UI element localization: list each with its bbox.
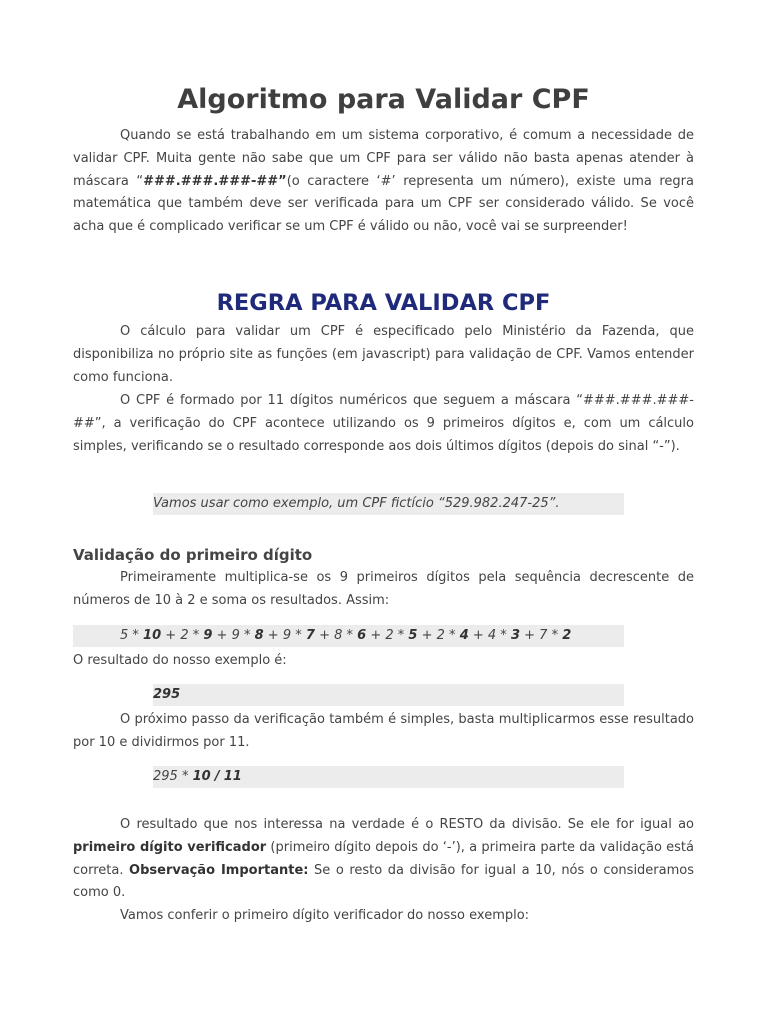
result-label: O resultado do nosso exemplo é: [73, 653, 287, 668]
intro-text-1: Quando se está trabalhando em um sistema corporativo, é comum a necessidade de validar CPF. Muita gente não sabe que um CPF para ser válido não basta apenas atender à máscara “ [73, 128, 694, 189]
plus-sign: + [263, 628, 283, 643]
plus-sign: + [417, 628, 437, 643]
result-box [153, 684, 624, 706]
term-digit: 2 * [436, 628, 460, 643]
term-digit: 2 * [385, 628, 409, 643]
division-op2: / [214, 769, 220, 784]
intro-mask: ###.###.###-##” [143, 173, 287, 189]
example-box [153, 493, 624, 515]
term-weight: 10 [143, 628, 162, 643]
first-digit-heading: Validação do primeiro dígito [73, 546, 313, 564]
rest-text-1: O resultado que nos interessa na verdade é o RESTO da divisão. Se ele for igual ao [120, 817, 694, 832]
term-weight: 3 [510, 628, 520, 643]
term-weight: 7 [305, 628, 315, 643]
plus-sign: + [520, 628, 540, 643]
next-step-paragraph: O próximo passo da verificação também é simples, basta multiplicarmos esse resultado por 10 e dividirmos por 11. [73, 712, 694, 750]
plus-sign: + [314, 628, 335, 643]
division-factor: 10 [192, 769, 211, 784]
rule-paragraph-2: O CPF é formado por 11 dígitos numéricos que seguem a máscara “###.###.###-##”, a verificação do CPF acontece utilizando os 9 primeiros dígitos e, com um cálculo simples, verificando se o resultado corresponde aos dois últimos dígitos (depois do sinal “-”). [73, 393, 694, 454]
example-text: Vamos usar como exemplo, um CPF fictício “529.982.247-25”. [153, 496, 560, 511]
term-digit: 7 * [539, 628, 563, 643]
intro-text-2: (o caractere ‘#’ representa um número), existe uma regra matemática que também deve ser verificada para um CPF ser considerado válido. Se você acha que é complicado verificar se um CPF é válido ou não, você vai se surpreender! [73, 173, 694, 235]
term-weight: 4 [459, 628, 469, 643]
multiplication-expression [120, 628, 571, 643]
plus-sign: + [366, 628, 386, 643]
term-weight: 6 [357, 628, 367, 643]
intro-paragraph [73, 125, 694, 239]
division-op1: * [181, 769, 189, 784]
result-value: 295 [153, 687, 181, 702]
division-base: 295 [153, 769, 178, 784]
rest-bold-2: Observação Importante: [129, 862, 309, 878]
multiplication-box [73, 625, 624, 647]
term-digit: 2 * [180, 628, 204, 643]
plus-sign: + [212, 628, 232, 643]
first-digit-paragraph: Primeiramente multiplica-se os 9 primeiros dígitos pela sequência decrescente de números de 10 à 2 e soma os resultados. Assim: [73, 570, 694, 608]
rest-text-3: Se o resto da divisão for igual a 10, nós o consideramos como 0. [73, 862, 695, 901]
term-weight: 9 [203, 628, 213, 643]
rest-paragraph [73, 814, 694, 905]
division-box [153, 766, 624, 788]
page-title: Algoritmo para Validar CPF [177, 84, 590, 115]
rule-heading: REGRA PARA VALIDAR CPF [216, 290, 551, 316]
term-digit: 4 * [487, 628, 511, 643]
rest-bold-1: primeiro dígito verificador [73, 839, 267, 855]
rule-paragraph-1: O cálculo para validar um CPF é especificado pelo Ministério da Fazenda, que disponibiliza no próprio site as funções (em javascript) para validação de CPF. Vamos entender como funciona. [73, 324, 694, 385]
term-digit: 9 * [231, 628, 255, 643]
term-digit: 5 * [120, 628, 144, 643]
term-digit: 8 * [334, 628, 358, 643]
term-weight: 2 [562, 628, 572, 643]
plus-sign: + [468, 628, 488, 643]
plus-sign: + [161, 628, 181, 643]
check-paragraph: Vamos conferir o primeiro dígito verificador do nosso exemplo: [120, 908, 530, 923]
term-weight: 8 [254, 628, 264, 643]
term-weight: 5 [408, 628, 418, 643]
term-digit: 9 * [282, 628, 306, 643]
division-divisor: 11 [223, 769, 242, 784]
rest-text-2: (primeiro dígito depois do ‘-’), a primeira parte da validação está correta. [73, 839, 694, 878]
